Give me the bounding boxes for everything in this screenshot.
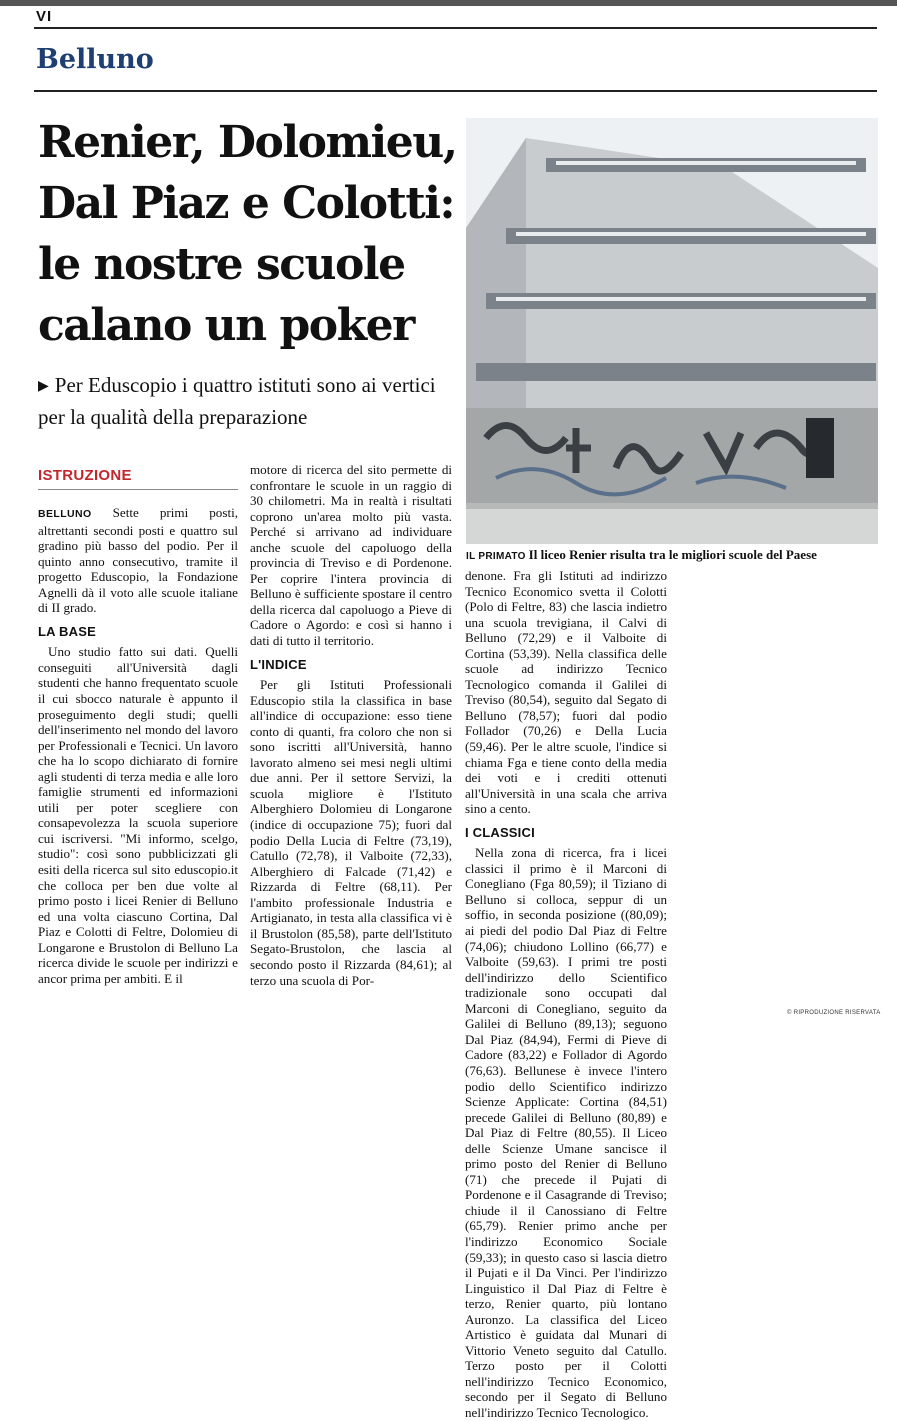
headline-line: le nostre scuole xyxy=(38,239,405,290)
article-photo xyxy=(466,118,878,544)
subheading-i-classici: I CLASSICI xyxy=(465,824,535,840)
kicker-rule xyxy=(38,489,238,490)
body-paragraph: Uno studio fatto sui dati. Quelli conseguiti all'Università dagli studenti che hanno frequentato scuole il cui sbocco naturale è appunto il proseguimento degli studi; quelli dell'inserimento nel mondo del lavoro per Professionali e Tecnici. Un lavoro che ha lo scopo dichiarato di fornire agli studenti di terza media e alle loro famiglie strumenti ed informazioni utili per poter scegliere con consapevolezza la scuola superiore cui iscriversi. "Mi informo, scelgo, studio": così sono pubblicizzati gli esiti della ricerca sul sito eduscopio.it che colloca per ben due volte al primo posto i licei Renier di Belluno ed una volta ciascuno Cortina, Dal Piaz e Colotti di Feltre, Dolomieu di Longarone e Brustolon di Belluno La ricerca divide le scuole per indirizzi e ancor prima per ambiti. E il xyxy=(38,644,238,986)
lead-text: Sette primi posti, altrettanti secondi posti e quattro sul gradino più basso del podio. Per il quinto anno consecutivo, tramite il progetto Eduscopio, la Fondazione Agnelli dà il voto alle scuole italiane di II grado. xyxy=(38,505,238,616)
body-paragraph: denone. Fra gli Istituti ad indirizzo Tecnico Economico svetta il Colotti (Polo di Feltre, 83) che lascia indietro una scuola trevigiana, il Calvi di Belluno (72,29) e il Valboite di Cortina (53,39). Nella classifica delle scuole ad indirizzo Tecnico Tecnologico comanda il Galilei di Treviso (80,54), seguito dal Segato di Belluno (78,57); fuori dal podio Follador (70,26) e Della Lucia (59,46). Per le altre scuole, l'indice si chiama Fga e tiene conto della media dei voti e i crediti ottenuti all'Università in una scala che arriva sino a cento. xyxy=(465,568,667,817)
dateline: BELLUNO xyxy=(38,508,92,520)
body-paragraph: motore di ricerca del sito permette di confrontare le scuole in un raggio di 30 chilometri. Ma in realtà i risultati coprono un'area molto più vasta. Perché si arrivano ad individuare anche scuole del capoluogo della provincia di Treviso e di Pordenone. Per coprire l'intera provincia di Belluno è sufficiente spostare il centro della ricerca dal capoluogo a Pieve di Cadore o Agordo: e così si hanno i dati di tutto il territorio. xyxy=(250,462,452,649)
triangle-bullet-icon: ▶ xyxy=(38,379,49,394)
page-folio: VI xyxy=(36,8,53,25)
body-paragraph: Per gli Istituti Professionali Eduscopio stila la classifica in base all'indice di occupazione: esso tiene conto di quanti, fra coloro che non si sono iscritti all'Università, hanno lavorato almeno sei mesi negli ultimi due anni. Per il settore Servizi, la scuola migliore è l'Istituto Alberghiero Dolomieu di Longarone (indice di occupazione 75); fuori dal podio Della Lucia di Feltre (73,19), Catullo (72,78), il Valboite (72,33), Alberghiero di Falcade (71,42) e Rizzarda di Feltre (68,11). Per l'ambito professionale Industria e Artigianato, in testa alla classifica vi è il Brustolon (85,58), parte dell'Istituto Segato-Brustolon, che lascia al secondo posto il Rizzarda (84,61); al terzo una scuola di Por- xyxy=(250,677,452,988)
headline-line: Dal Piaz e Colotti: xyxy=(38,178,455,229)
subheading-la-base: LA BASE xyxy=(38,623,96,639)
kicker: ISTRUZIONE xyxy=(38,467,132,484)
photo-caption xyxy=(466,547,878,563)
article-column-3 xyxy=(465,568,667,1421)
subheading-lindice: L'INDICE xyxy=(250,656,307,672)
copyright-notice: © RIPRODUZIONE RISERVATA xyxy=(787,1010,881,1016)
subheadline-text: Per Eduscopio i quattro istituti sono ai vertici per la qualità della preparazione xyxy=(38,373,436,429)
subheadline xyxy=(38,370,458,433)
header-rule xyxy=(34,27,877,29)
body-paragraph: Nella zona di ricerca, fra i licei classici il primo è il Marconi di Conegliano (Fga 80,59); il Tiziano di Belluno si colloca, seppur di un soffio, in seconda posizione ((80,09); ai piedi del podio Dal Piaz di Feltre (74,06); chiudono Lollino (66,77) e Valboite (59,63). I primi tre posti dell'indirizzo dello Scientifico tradizionale sono occupati dal Marconi di Conegliano, seguito da Galilei di Belluno (89,13); seguono Dal Piaz (84,94), Fermi di Pieve di Cadore (83,22) e Follador di Agordo (76,63). Bellunese è invece l'intero podio dello Scientifico indirizzo Scienze Applicate: Cortina (84,51) precede Galilei di Belluno (80,89) e Dal Piaz di Feltre (80,55). Il Liceo delle Scienze Umane sancisce il primo posto del Renier di Belluno (71) che precede il Pujati di Pordenone e il Casagrande di Treviso; chiude il il Canossiano di Feltre (65,79). Renier primo anche per l'indirizzo Economico Sociale (59,33); in questo caso si lascia dietro il Pujati e il Da Vinci. Per l'indirizzo Linguistico il Dal Piaz di Feltre è terzo, Renier quarto, più lontano Auronzo. La classifica del Liceo Artistico è guidata dal Munari di Vittorio Veneto seguito dal Catullo. Terzo posto per il Colotti nell'indirizzo Tecnico Economico, secondo per il Segato di Belluno nell'indirizzo Tecnico Tecnologico. xyxy=(465,845,667,1420)
section-rule xyxy=(34,90,877,92)
headline xyxy=(38,112,468,356)
caption-text: Il liceo Renier risulta tra le migliori scuole del Paese xyxy=(528,547,817,562)
section-title: Belluno xyxy=(36,44,154,75)
headline-line: Renier, Dolomieu, xyxy=(38,117,457,168)
school-building-photo xyxy=(466,118,878,544)
caption-tag: IL PRIMATO xyxy=(466,551,526,562)
top-bar xyxy=(0,0,897,6)
article-column-2 xyxy=(250,462,452,988)
article-column-1 xyxy=(38,505,238,986)
lead-paragraph xyxy=(38,505,238,616)
headline-line: calano un poker xyxy=(38,300,414,351)
